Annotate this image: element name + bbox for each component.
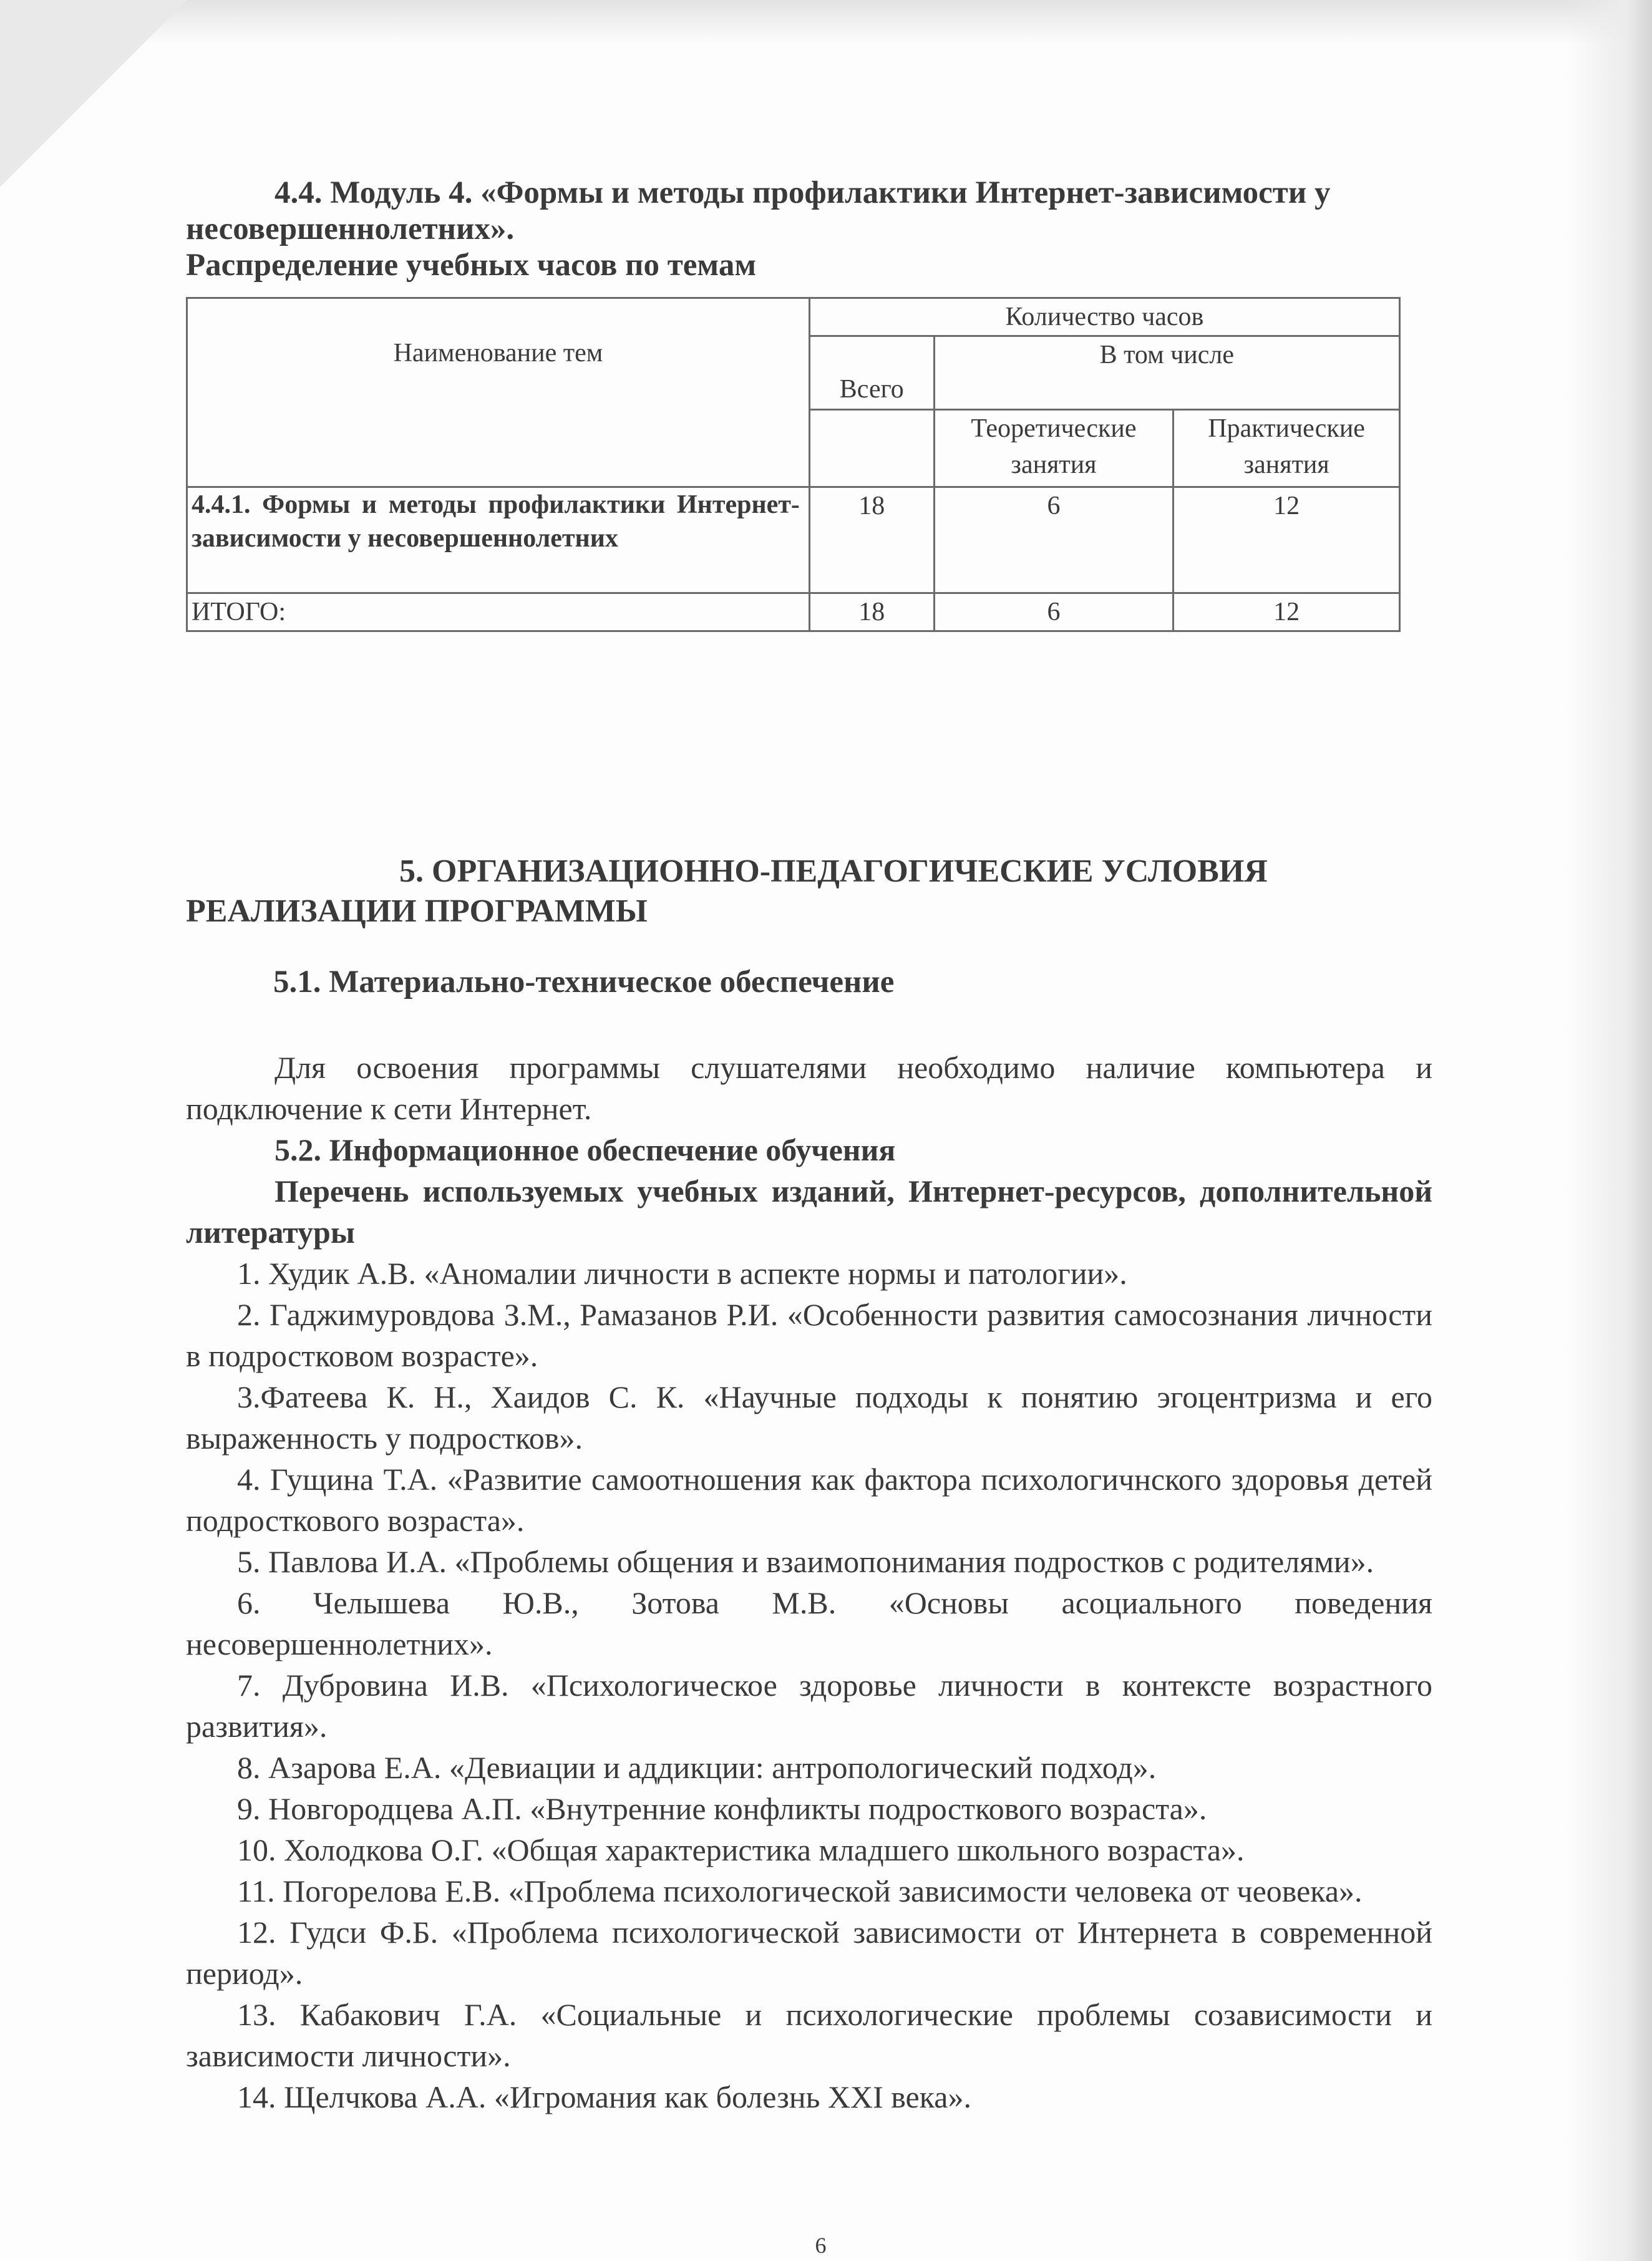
list-item: 14. Щелчкова А.А. «Игромания как болезнь XXI века». — [237, 2079, 971, 2114]
list-item: 10. Холодкова О.Г. «Общая характеристика младшего школьного возраста». — [237, 1832, 1245, 1867]
page-number: 6 — [815, 2233, 827, 2258]
topic-cell: 4.4.1. Формы и методы профилактики Интернет-зависимости у несовершеннолетних — [187, 487, 810, 593]
table-row — [187, 487, 1400, 593]
total-row — [187, 593, 1400, 631]
practice-cell: 12 — [1173, 487, 1400, 593]
list-item: 8. Азарова Е.А. «Девиации и аддикции: антропологический подход». — [237, 1750, 1157, 1785]
section-heading: 5. ОРГАНИЗАЦИОННО-ПЕДАГОГИЧЕСКИЕ УСЛОВИЯ РЕАЛИЗАЦИИ ПРОГРАММЫ — [186, 853, 1268, 929]
scan-shadow-right — [1565, 0, 1652, 2261]
subsection-material: 5.1. Материально-техническое обеспечение — [273, 965, 895, 999]
header-practice: Практические занятия — [1173, 410, 1400, 487]
total-cell: 18 — [809, 487, 934, 593]
list-item: 5. Павлова И.А. «Проблемы общения и взаимопонимания подростков с родителями». — [237, 1544, 1374, 1579]
list-item: 12. Гудси Ф.Б. «Проблема психологической зависимости от Интернета в современной период». — [186, 1915, 1432, 1991]
total-label: ИТОГО: — [187, 593, 810, 631]
page-content — [186, 175, 1434, 2258]
header-theory: Теоретические занятия — [934, 410, 1173, 487]
list-item: 7. Дубровина И.В. «Психологическое здоровье личности в контексте возрастного развития». — [186, 1668, 1432, 1744]
total-practice-cell: 12 — [1173, 593, 1400, 631]
subsection-information: 5.2. Информационное обеспечение обучения — [275, 1132, 896, 1167]
header-empty — [809, 410, 934, 487]
distribution-heading: Распределение учебных часов по темам — [186, 248, 757, 283]
list-item: 4. Гущина Т.А. «Развитие самоотношения как фактора психологичнского здоровья детей подросткового возраста». — [186, 1462, 1432, 1538]
header-hours: Количество часов — [809, 298, 1399, 336]
list-item: 1. Худик А.В. «Аномалии личности в аспекте нормы и патологии». — [237, 1256, 1127, 1291]
list-item: 2. Гаджимуровдова З.М., Рамазанов Р.И. «Особенности развития самосознания личности в подростковом возрасте». — [186, 1297, 1432, 1373]
header-including: В том числе — [934, 336, 1399, 410]
paragraph-equipment: Для освоения программы слушателями необходимо наличие компьютера и подключение к сети Интернет. — [186, 1050, 1432, 1126]
total-theory-cell: 6 — [934, 593, 1173, 631]
scan-shadow-top — [0, 0, 1652, 44]
folded-corner — [0, 0, 187, 187]
total-sum-cell: 18 — [809, 593, 934, 631]
list-item: 6. Челышева Ю.В., Зотова М.В. «Основы асоциального поведения несовершеннолетних». — [186, 1585, 1432, 1661]
literature-list-heading: Перечень используемых учебных изданий, Интернет-ресурсов, дополнительной литературы — [186, 1174, 1432, 1250]
list-item: 11. Погорелова Е.В. «Проблема психологической зависимости человека от чеовека». — [237, 1874, 1363, 1908]
hours-table — [186, 297, 1401, 632]
module-heading: 4.4. Модуль 4. «Формы и методы профилактики Интернет-зависимости у несовершеннолетних». — [186, 175, 1331, 246]
theory-cell: 6 — [934, 487, 1173, 593]
list-item: 9. Новгородцева А.П. «Внутренние конфликты подросткового возраста». — [237, 1791, 1207, 1826]
header-topic: Наименование тем — [187, 298, 810, 487]
header-total: Всего — [809, 336, 934, 410]
body-text — [186, 1047, 1432, 2118]
list-item: 13. Кабакович Г.А. «Социальные и психологические проблемы созависимости и зависимости личности». — [186, 1997, 1432, 2073]
list-item: 3.Фатеева К. Н., Хаидов С. К. «Научные подходы к понятию эгоцентризма и его выраженность у подростков». — [186, 1379, 1432, 1456]
